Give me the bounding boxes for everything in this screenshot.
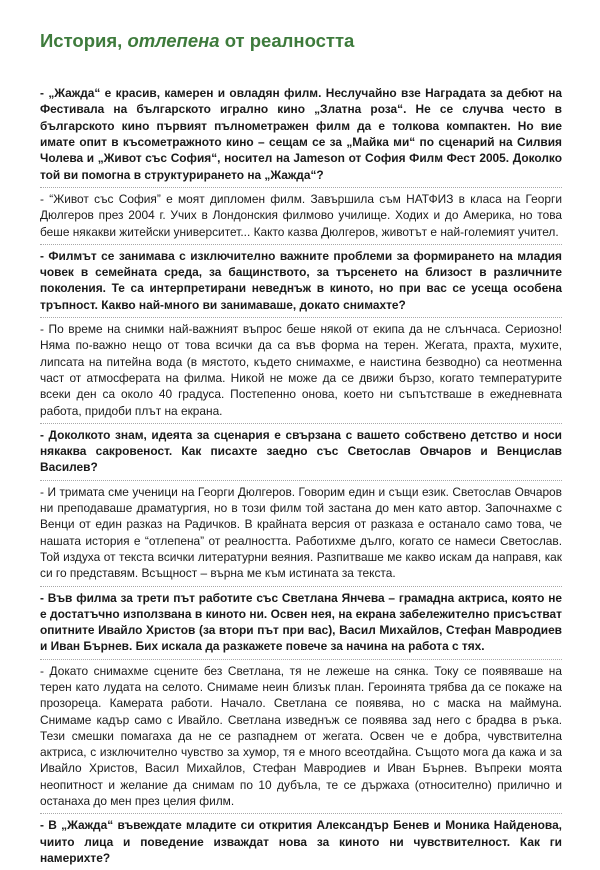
answer-3: - И тримата сме ученици на Георги Дюлгеров. Говорим един и същи език. Светослав Овчаров ни преподаваше драматургия, но в този филм той застана до мен като автор. Започнахме с Венци от един разказ на Радичков. В крайната версия от разказа е останало само това, че нашата история е “отлепена” от реалността. Работихме дълго, когато се намеси Светослав. Той издуха от текста всички литературни веяния. Разпитваше ме какво искам да направя, как си го представям. Всъщност – върна ме към истината за текста.	[40, 484, 562, 581]
article-title	[40, 30, 562, 52]
title-italic-word: отлепена	[127, 30, 220, 51]
question-5: - В „Жажда“ въвеждате младите си открития Александър Бенев и Моника Найденова, чиито лица и поведение изваждат нова за киното ни чувствителност. Как ги намерихте?	[40, 818, 562, 865]
title-part-3: от реалността	[219, 30, 355, 51]
answer-4: - Докато снимахме сцените без Светлана, тя не лежеше на сянка. Току се появяваше на терен като лудата на селото. Снимаме неин близък план. Героинята трябва да се покаже на прозореца. Камерата работи. Начало. Светлана се появява, но с маска на маймуна. Снимаме кадър само с Ивайло. Светлана изведнъж се появява зад него с брадва в ръка. Тези смешки помагаха да не се разпаднем от жегата. Освен че е добра, чувствителна актриса, с изключително чувство за хумор, тя е много всеотдайна. Същото мога да кажа и за Ивайло Христов, Васил Михайлов, Стефан Мавродиев и Иван Бърнев. Въпреки моята неопитност и желание да снимам по 10 дубъла, те се държаха (относително) прилично и останаха до мен през целия филм.	[40, 663, 562, 809]
question-1: - „Жажда“ е красив, камерен и овладян филм. Неслучайно взе Наградата за дебют на Фестивала на българското игрално кино „Златна роза“. Не се случва често в българското кино първият пълнометражен филм да е толкова компактен. Но вие имате опит в късометражното кино – сещам се за „Майка ми“ по сценарий на Силвия Чолева и „Живот със София“, носител на Jameson от София Филм Фест 2005. Доколко той ви помогна в структурирането на „Жажда“?	[40, 86, 562, 182]
answer-1: - “Живот със София” е моят дипломен филм. Завършила съм НАТФИЗ в класа на Георги Дюлгеров през 2004 г. Учих в Лондонския филмово училище. Ходих и до Америка, но това беше някакви житейски университет... Както казва Дюлгеров, животът е най-големият учител.	[40, 191, 562, 239]
interview-body	[40, 82, 562, 870]
question-4: - Във филма за трети път работите със Светлана Янчева – грамадна актриса, която не е достатъчно използвана в киното ни. Освен нея, на екрана забележително присъстват опитните Ивайло Христов (за втори път при вас), Васил Михайлов, Стефан Мавродиев и Иван Бърнев. Бих искала да разкажете повече за начина на работа с тях.	[40, 590, 562, 654]
title-part-1: История,	[40, 30, 128, 51]
answer-2: - По време на снимки най-важният въпрос беше някой от екипа да не слънчаса. Сериозно! Няма по-важно нещо от това всички да са във форма на терен. Жегата, прахта, мухите, липсата на питейна вода (в мястото, където снимахме, е наистина безводно) са неотменна част от атмосферата на филма. Никой не може да се движи бързо, когато температурите всеки ден са около 40 градуса. Постепенно онова, което ни съпътстваше в ежедневната работа, придоби плът на екрана.	[40, 322, 562, 418]
question-3: - Доколкото знам, идеята за сценария е свързана с вашето собствено детство и носи някаква сакровеност. Как писахте заедно със Светослав Овчаров и Венцислав Василев?	[40, 427, 562, 475]
question-2: - Филмът се занимава с изключително важните проблеми за формирането на младия човек в семейната среда, за бащинството, за търсенето на близост в различните поколения. Те са интерпретирани неведнъж в киното, но при вас се усеща особена тръпност. Какво най-много ви занимаваше, докато снимахте?	[40, 248, 562, 312]
